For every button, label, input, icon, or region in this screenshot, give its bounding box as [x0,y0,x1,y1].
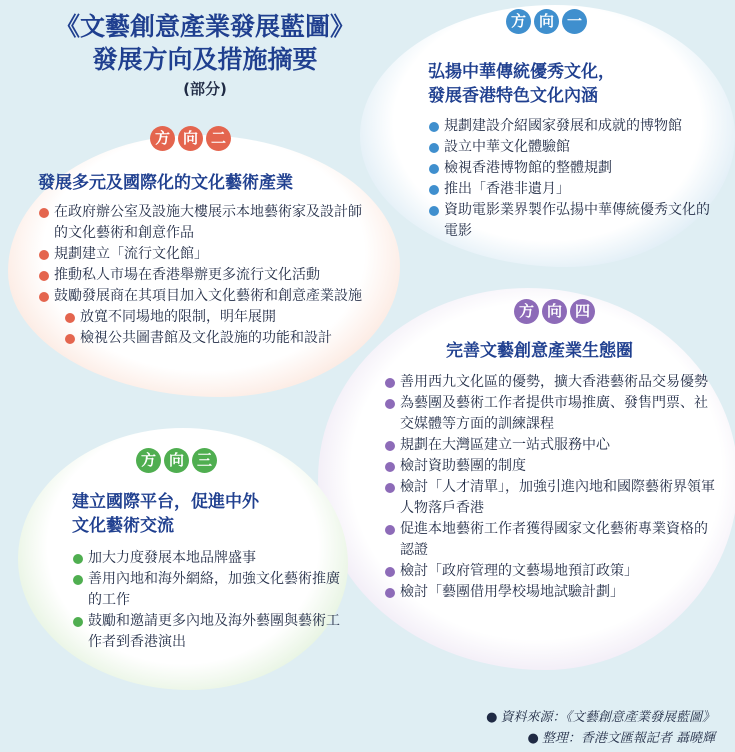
list-item: 加大力度發展本地品牌盛事 [72,548,340,569]
heading-line: 發展多元及國際化的文化藝術產業 [38,173,293,193]
badge-char: 方 [506,9,531,34]
list-item: 設立中華文化體驗館 [428,137,723,158]
title-line-1: 《文藝創意產業發展藍圖》 [54,12,355,41]
list-item: 資助電影業界製作弘揚中華傳統優秀文化的電影 [428,200,723,242]
list-item: 規劃建設介紹國家發展和成就的博物館 [428,116,723,137]
badge-char: 方 [136,448,161,473]
heading-line: 建立國際平台，促進中外 [72,492,259,512]
direction-two-badge [150,126,231,151]
list-item: 推動私人市場在香港舉辦更多流行文化活動 [38,265,373,286]
source-credit: ● 資料來源：《文藝創意產業發展藍圖》 [486,706,715,725]
badge-char: 方 [514,299,539,324]
direction-three-badge [136,448,217,473]
direction-two-heading [38,171,293,195]
list-subitem: 檢視公共圖書館及文化設施的功能和設計 [64,328,373,349]
heading-line: 弘揚中華傳統優秀文化， [428,62,615,82]
direction-four-badge [514,299,595,324]
title-block [20,10,390,99]
badge-char: 二 [206,126,231,151]
direction-one-heading [428,60,615,108]
list-item: 檢討「人才清單」，加強引進內地和國際藝術界領軍人物落戶香港 [384,477,719,519]
list-item: 檢討「政府管理的文藝場地預訂政策」 [384,561,719,582]
badge-char: 四 [570,299,595,324]
badge-char: 向 [178,126,203,151]
list-item: 推出「香港非遺月」 [428,179,723,200]
direction-one-list [428,116,723,242]
direction-four-heading [446,339,633,363]
badge-char: 向 [164,448,189,473]
badge-char: 一 [562,9,587,34]
list-item: 鼓勵和邀請更多內地及海外藝團與藝術工作者到香港演出 [72,611,340,653]
list-item: 檢視香港博物館的整體規劃 [428,158,723,179]
direction-three-heading [72,490,259,538]
list-item: 規劃在大灣區建立一站式服務中心 [384,435,719,456]
list-item: 規劃建立「流行文化館」 [38,244,373,265]
list-item: 鼓勵發展商在其項目加入文化藝術和創意產業設施 [38,286,373,307]
heading-line: 發展香港特色文化內涵 [428,86,598,106]
badge-char: 三 [192,448,217,473]
list-item: 促進本地藝術工作者獲得國家文化藝術專業資格的認證 [384,519,719,561]
direction-one-badge [506,9,587,34]
list-item: 在政府辦公室及設施大樓展示本地藝術家及設計師的文化藝術和創意作品 [38,202,373,244]
list-item: 為藝團及藝術工作者提供市場推廣、發售門票、社交媒體等方面的訓練課程 [384,393,719,435]
list-item: 檢討「藝團借用學校場地試驗計劃」 [384,582,719,603]
badge-char: 方 [150,126,175,151]
list-item: 善用內地和海外網絡，加強文化藝術推廣的工作 [72,569,340,611]
editor-credit: ● 整理：香港文匯報記者 聶曉輝 [528,727,715,746]
direction-four-list [384,372,719,603]
badge-char: 向 [534,9,559,34]
list-item: 善用西九文化區的優勢，擴大香港藝術品交易優勢 [384,372,719,393]
title-line-3: (部分) [183,80,227,98]
title-line-2: 發展方向及措施摘要 [92,45,318,74]
direction-three-list [72,548,340,653]
heading-line: 完善文藝創意產業生態圈 [446,341,633,361]
heading-line: 文化藝術交流 [72,516,174,536]
list-subitem: 放寬不同場地的限制，明年展開 [64,307,373,328]
list-item: 檢討資助藝團的制度 [384,456,719,477]
direction-two-list [38,202,373,349]
badge-char: 向 [542,299,567,324]
